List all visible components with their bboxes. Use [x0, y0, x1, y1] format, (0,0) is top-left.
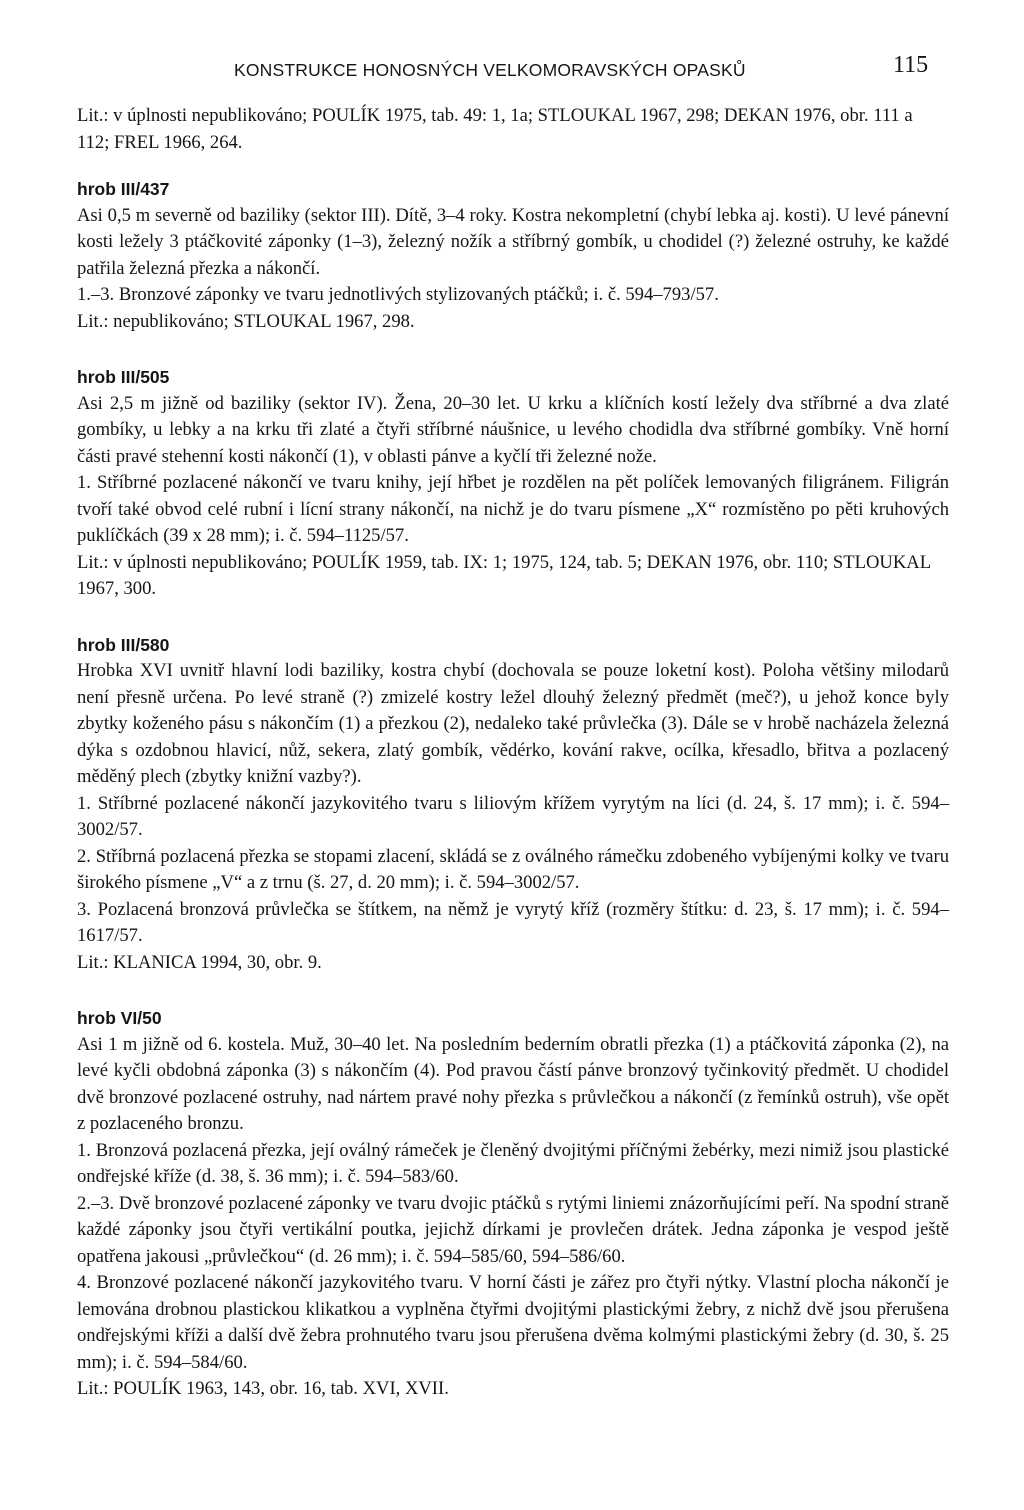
- item-description: 2.–3. Dvě bronzové pozlacené záponky ve tvaru dvojic ptáčků s rytými liniemi znázorňujícími peří. Na spodní straně každé záponky jsou čtyři vertikální poutka, jejichž dírkami je provlečen drátek. Jedna záponka je vespod ještě opatřena jakousi „průvlečkou“ (d. 26 mm); i. č. 594–585/60, 594–586/60.: [77, 1192, 949, 1267]
- item-description: 1. Bronzová pozlacená přezka, její oválný rámeček je členěný dvojitými příčnými žebérky, mezi nimiž jsou plastické ondřejské kříže (d. 38, š. 36 mm); i. č. 594–583/60.: [77, 1139, 949, 1187]
- lit-reference: Lit.: nepublikováno; STLOUKAL 1967, 298.: [77, 310, 415, 332]
- section-intro-lit: [77, 103, 949, 156]
- grave-description: Asi 2,5 m jižně od baziliky (sektor IV). Žena, 20–30 let. U krku a klíčních kostí ležely dva stříbrné a dva zlaté gombíky, u lebky a na krku tři zlaté a čtyři stříbrné náušnice, u levého chodidla dva stříbrné gombíky. Vně horní části pravé stehenní kosti nákončí (1), v oblasti pánve a kyčlí tři železné nože.: [77, 392, 949, 467]
- running-header: KONSTRUKCE HONOSNÝCH VELKOMORAVSKÝCH OPASKŮ: [234, 60, 746, 80]
- lit-reference: Lit.: v úplnosti nepublikováno; POULÍK 1959, tab. IX: 1; 1975, 124, tab. 5; DEKAN 1976, obr. 110; STLOUKAL 1967, 300.: [77, 551, 931, 599]
- lit-reference: Lit.: KLANICA 1994, 30, obr. 9.: [77, 951, 322, 973]
- grave-description: Asi 1 m jižně od 6. kostela. Muž, 30–40 let. Na posledním bederním obratli přezka (1) a ptáčkovitá záponka (2), na levé kyčli obdobná záponka (3) s nákončím (4). Pod pravou částí pánve bronzový tyčinkovitý předmět. U chodidel dvě bronzové pozlacené ostruhy, nad nártem pravé nohy přezka s průvlečkou a nákončí (z řemínků ostruh), vše opět z pozlaceného bronzu.: [77, 1033, 949, 1134]
- lit-reference: Lit.: POULÍK 1963, 143, obr. 16, tab. XVI, XVII.: [77, 1378, 449, 1399]
- item-description: 1. Stříbrné pozlacené nákončí jazykovitého tvaru s liliovým křížem vyrytým na líci (d. 24, š. 17 mm); i. č. 594–3002/57.: [77, 792, 949, 840]
- lit-reference: Lit.: v úplnosti nepublikováno; POULÍK 1975, tab. 49: 1, 1a; STLOUKAL 1967, 298; DEKAN 1976, obr. 111 a 112; FREL 1966, 264.: [77, 105, 913, 153]
- grave-heading: hrob III/437: [77, 179, 170, 199]
- item-description: 4. Bronzové pozlacené nákončí jazykovitého tvaru. V horní části je zářez pro čtyři nýtky. Vlastní plocha nákončí je lemována drobnou plastickou klikatkou a vyplněna čtyřmi dvojitými plastickými žebry, z nichž dvě jsou přerušena ondřejskými kříži a další dvě žebra prohnutého tvaru jsou přerušena dvěma kolmými plastickými žebry (d. 30, š. 25 mm); i. č. 594–584/60.: [77, 1272, 949, 1373]
- grave-heading: hrob III/505: [77, 367, 170, 387]
- item-description: 1. Stříbrné pozlacené nákončí ve tvaru knihy, její hřbet je rozdělen na pět políček lemovaných filigránem. Filigrán tvoří také obvod celé rubní i lícní strany nákončí, na nichž je do tvaru písmene „X“ rozmístěno po pěti kruhových puklíčkách (39 x 28 mm); i. č. 594–1125/57.: [77, 472, 949, 546]
- grave-description: Asi 0,5 m severně od baziliky (sektor III). Dítě, 3–4 roky. Kostra nekompletní (chybí lebka aj. kosti). U levé pánevní kosti ležely 3 ptáčkovité záponky (1–3), železný nožík a stříbrný gombík, u chodidel (?) železné ostruhy, ke každé patřila železná přezka a nákončí.: [77, 204, 949, 279]
- item-description: 2. Stříbrná pozlacená přezka se stopami zlacení, skládá se z oválného rámečku zdobeného vybíjenými kolky ve tvaru širokého písmene „V“ a z trnu (š. 27, d. 20 mm); i. č. 594–3002/57.: [77, 845, 949, 893]
- section-grave-iii-505: [77, 364, 949, 603]
- grave-heading: hrob III/580: [77, 634, 170, 655]
- grave-description: Hrobka XVI uvnitř hlavní lodi baziliky, kostra chybí (dochovala se pouze loketní kost). Poloha většiny milodarů není přesně určena. Po levé straně (?) zmizelé kostry ležel dlouhý železný předmět (meč?), u jehož konce byly zbytky koženého pásu s nákončím (1) a přezkou (2), nedaleko také průvlečka (3). Dále se v hrobě nacházela železná dýka s ozdobnou hlavicí, nůž, sekera, zlatý gombík, vědérko, kování rakve, ocílka, křesadlo, břitva a pozlacený měděný plech (zbytky knižní vazby?).: [77, 660, 949, 787]
- section-grave-iii-580: [77, 632, 949, 977]
- grave-heading: hrob VI/50: [77, 1008, 162, 1028]
- section-grave-vi-50: [77, 1005, 949, 1403]
- item-description: 3. Pozlacená bronzová průvlečka se štítkem, na němž je vyrytý kříž (rozměry štítku: d. 23, š. 17 mm); i. č. 594–1617/57.: [77, 898, 949, 946]
- item-description: 1.–3. Bronzové záponky ve tvaru jednotlivých stylizovaných ptáčků; i. č. 594–793/57.: [77, 284, 719, 305]
- page-number: 115: [893, 52, 929, 78]
- section-grave-iii-437: [77, 176, 949, 335]
- page-body: [77, 103, 949, 1403]
